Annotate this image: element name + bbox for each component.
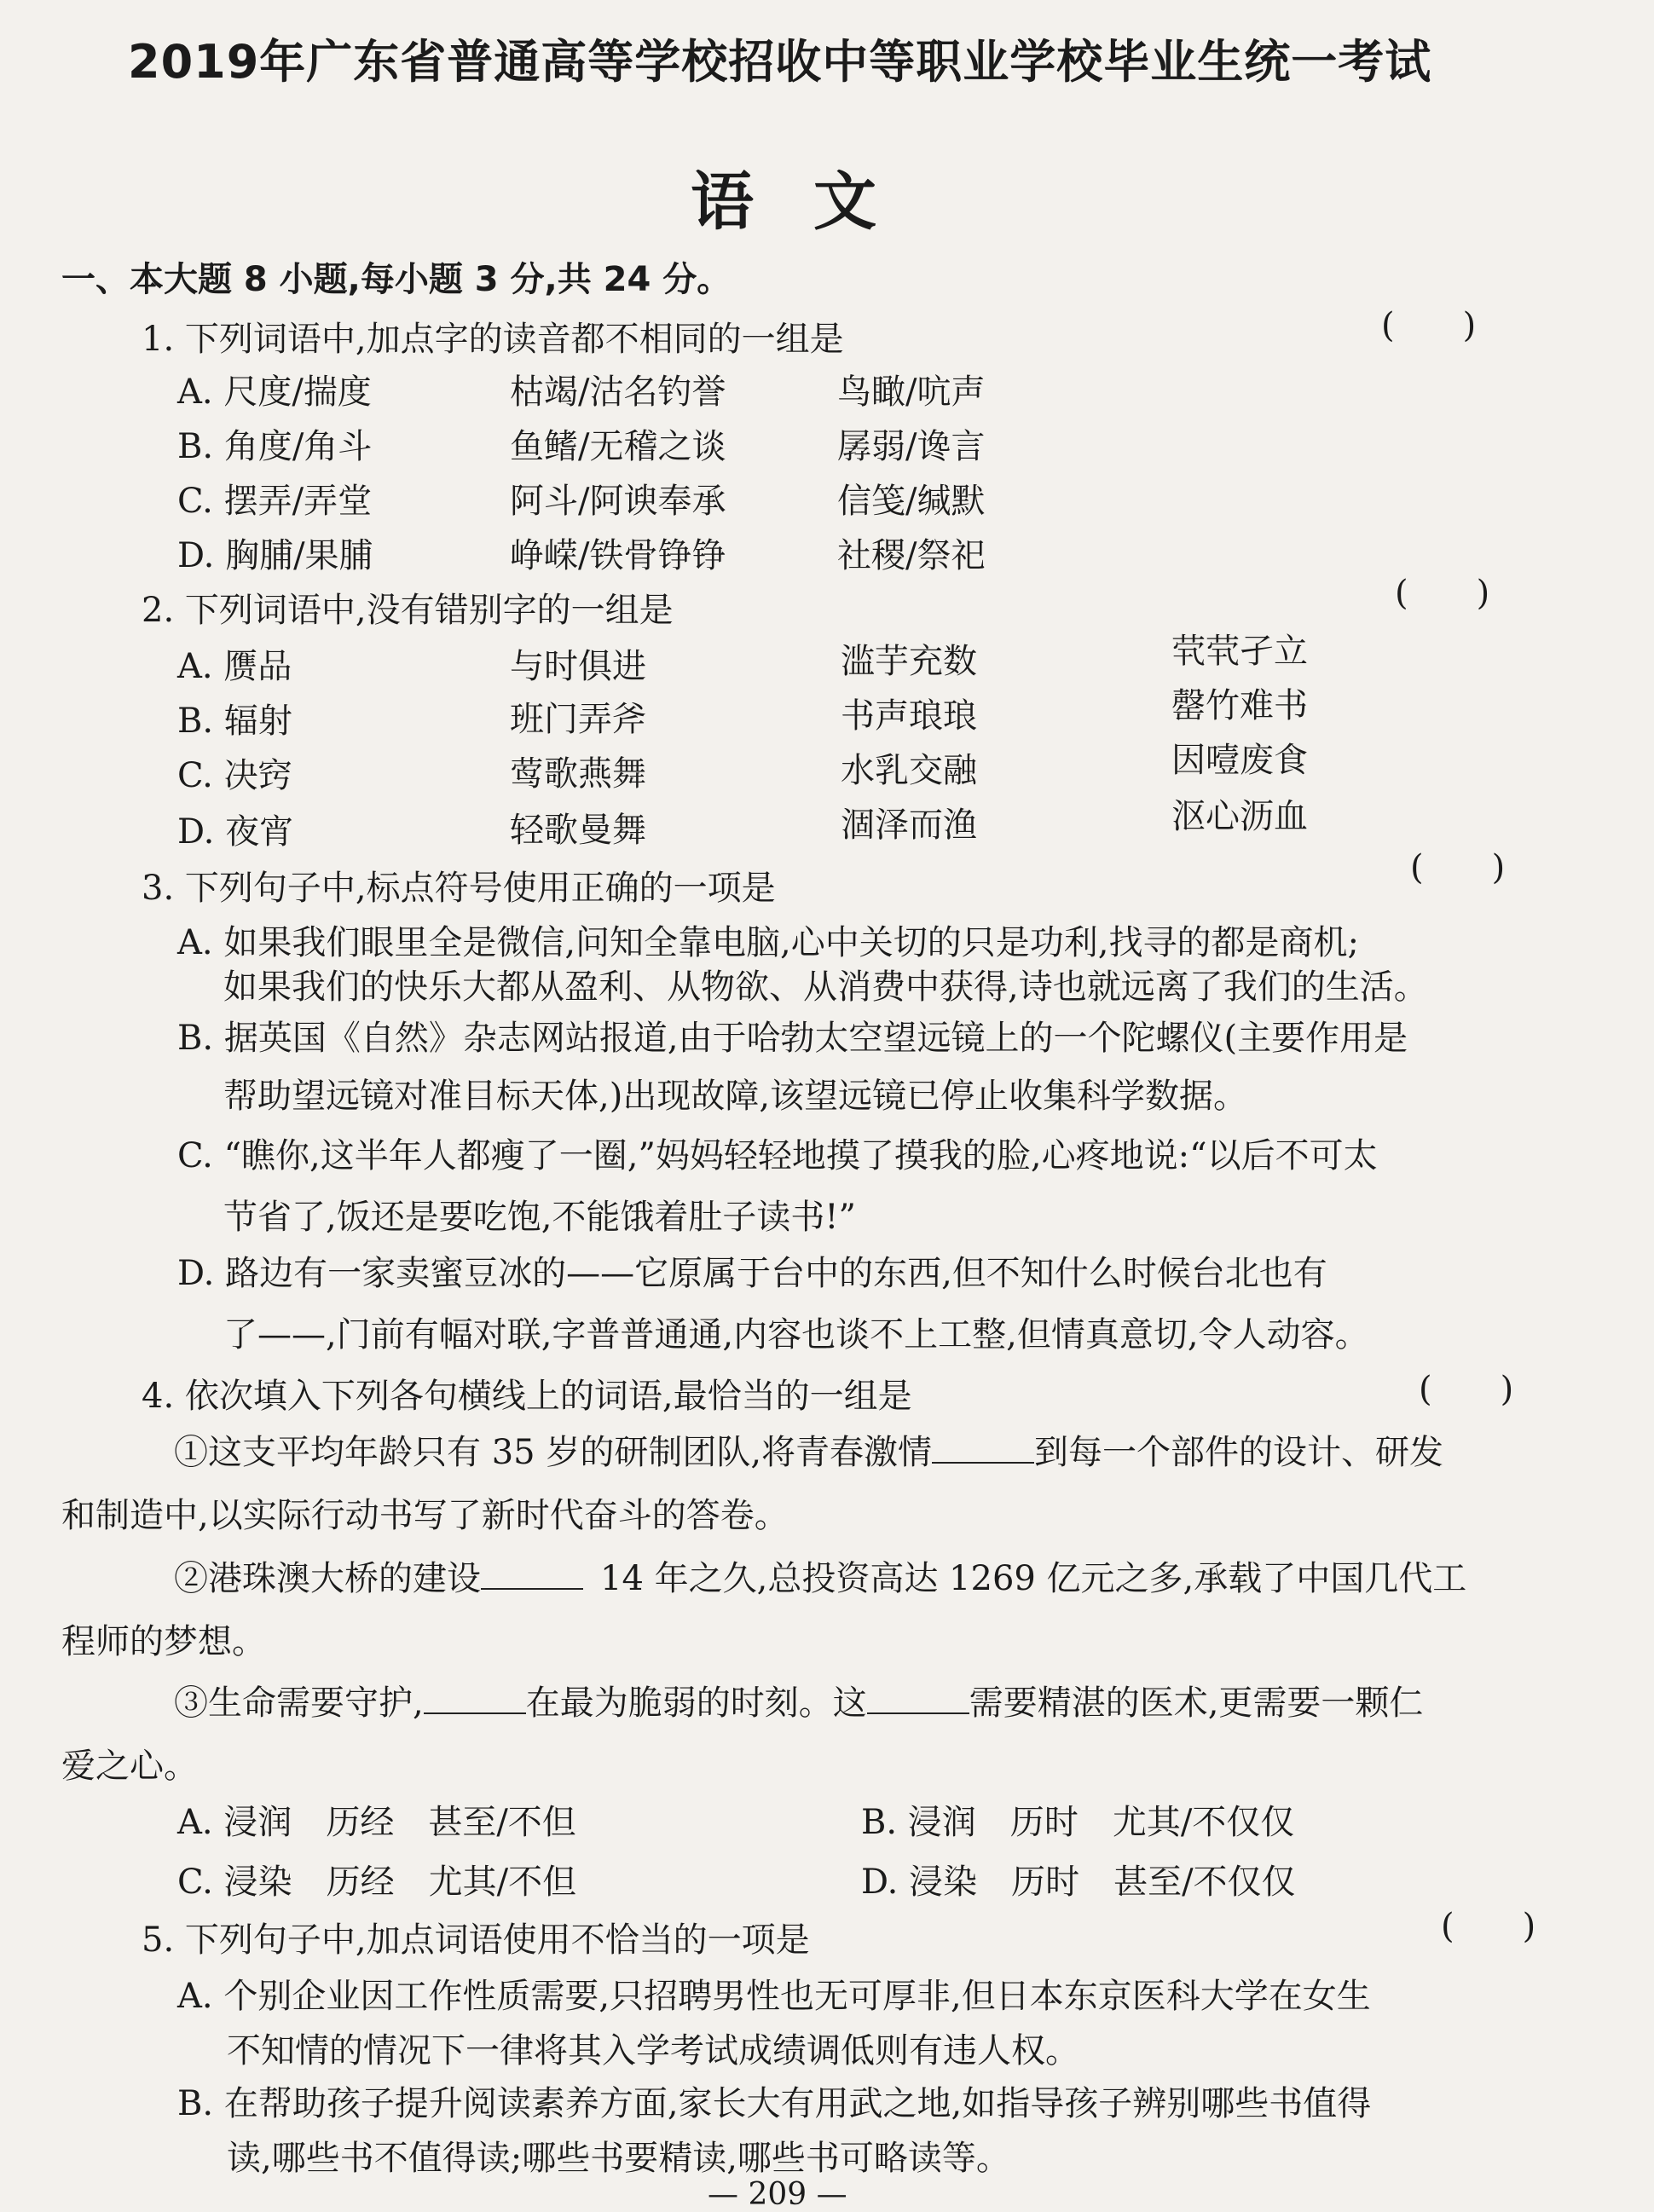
q4-sentence-1-part-a: ①这支平均年龄只有 35 岁的研制团队,将青春激情 <box>174 1433 933 1472</box>
q1-option-d-3: 社稷/祭祀 <box>837 536 986 575</box>
subject-title: 语文 <box>691 165 936 239</box>
question-5-answer-paren: ( ) <box>1441 1907 1536 1946</box>
q5-option-a-line-1: A. 个别企业因工作性质需要,只招聘男性也无可厚非,但日本东京医科大学在女生 <box>177 1977 1371 2016</box>
question-1-answer-paren: ( ) <box>1381 306 1477 345</box>
q2-option-c-1: C. 决窍 <box>177 756 292 795</box>
q5-option-a-line-2: 不知情的情况下一律将其入学考试成绩调低则有违人权。 <box>227 2031 1079 2071</box>
q4-sentence-2 <box>174 1551 1466 1600</box>
fill-blank-1 <box>932 1435 1034 1464</box>
q2-option-c-2: 莺歌燕舞 <box>510 754 646 794</box>
q4-sentence-3-part-a: ③生命需要守护, <box>174 1684 424 1723</box>
q2-option-d-3: 涸泽而渔 <box>841 806 977 845</box>
q2-option-a-3: 滥芋充数 <box>841 642 977 681</box>
question-2-answer-paren: ( ) <box>1395 574 1490 613</box>
page-number: — 209 — <box>708 2177 847 2212</box>
q3-option-d-line-1: D. 路边有一家卖蜜豆冰的——它原属于台中的东西,但不知什么时候台北也有 <box>177 1254 1327 1293</box>
q2-option-d-4: 沤心沥血 <box>1171 797 1308 836</box>
q4-option-c: C. 浸染 历经 尤其/不但 <box>177 1863 577 1902</box>
q2-option-b-3: 书声琅琅 <box>841 696 977 736</box>
exam-title: 2019年广东省普通高等学校招收中等职业学校毕业生统一考试 <box>128 35 1432 89</box>
q2-option-d-1: D. 夜宵 <box>177 812 294 852</box>
q1-option-b-3: 孱弱/谗言 <box>837 427 986 466</box>
q2-option-b-1: B. 辐射 <box>177 702 292 741</box>
q5-option-b-line-1: B. 在帮助孩子提升阅读素养方面,家长大有用武之地,如指导孩子辨别哪些书值得 <box>177 2084 1372 2123</box>
q2-option-a-2: 与时俱进 <box>510 647 646 686</box>
q4-sentence-2-part-b: 14 年之久,总投资高达 1269 亿元之多,承载了中国几代工 <box>600 1559 1467 1598</box>
q2-option-c-3: 水乳交融 <box>841 751 977 790</box>
question-3-stem: 3. 下列句子中,标点符号使用正确的一项是 <box>142 869 776 908</box>
question-4-answer-paren: ( ) <box>1419 1370 1514 1409</box>
q3-option-a-line-2: 如果我们的快乐大都从盈利、从物欲、从消费中获得,诗也就远离了我们的生活。 <box>223 967 1428 1007</box>
q4-sentence-1 <box>174 1425 1443 1474</box>
q3-option-d-line-2: 了——,门前有幅对联,字普普通通,内容也谈不上工整,但情真意切,令人动容。 <box>223 1315 1369 1354</box>
q1-option-b-1: B. 角度/角斗 <box>177 427 373 466</box>
q2-option-d-2: 轻歌曼舞 <box>510 811 646 850</box>
q4-sentence-2-continued: 程师的梦想。 <box>61 1622 266 1661</box>
q1-option-d-1: D. 胸脯/果脯 <box>177 536 373 575</box>
q2-option-c-4: 因噎废食 <box>1171 741 1308 780</box>
fill-blank-4 <box>867 1685 969 1714</box>
question-1-stem: 1. 下列词语中,加点字的读音都不相同的一组是 <box>142 320 844 359</box>
q2-option-a-4: 茕茕孑立 <box>1171 632 1308 671</box>
q3-option-a-line-1: A. 如果我们眼里全是微信,问知全靠电脑,心中关切的只是功利,找寻的都是商机; <box>177 923 1359 962</box>
q1-option-c-3: 信笺/缄默 <box>837 482 986 521</box>
question-3-answer-paren: ( ) <box>1410 848 1506 887</box>
q1-option-d-2: 峥嵘/铁骨铮铮 <box>510 536 726 575</box>
q5-option-b-line-2: 读,哪些书不值得读;哪些书要精读,哪些书可略读等。 <box>227 2139 1010 2178</box>
question-2-stem: 2. 下列词语中,没有错别字的一组是 <box>142 591 674 630</box>
q4-sentence-1-part-b: 到每一个部件的设计、研发 <box>1034 1433 1444 1472</box>
q1-option-a-2: 枯竭/沽名钓誉 <box>510 373 726 412</box>
fill-blank-3 <box>424 1685 526 1714</box>
q4-sentence-2-part-a: ②港珠澳大桥的建设 <box>174 1559 481 1598</box>
q1-option-b-2: 鱼鳍/无稽之谈 <box>510 427 726 466</box>
q1-option-c-2: 阿斗/阿谀奉承 <box>510 482 726 521</box>
fill-blank-2 <box>481 1561 583 1590</box>
q2-option-b-2: 班门弄斧 <box>510 700 646 739</box>
q2-option-a-1: A. 赝品 <box>177 647 292 686</box>
q3-option-c-line-2: 节省了,饭还是要吃饱,不能饿着肚子读书!” <box>223 1198 856 1237</box>
q3-option-c-line-1: C. “瞧你,这半年人都瘦了一圈,”妈妈轻轻地摸了摸我的脸,心疼地说:“以后不可太 <box>177 1136 1378 1175</box>
q1-option-a-3: 鸟瞰/吭声 <box>837 373 986 412</box>
q2-option-b-4: 罄竹难书 <box>1171 686 1308 725</box>
q4-option-a: A. 浸润 历经 甚至/不但 <box>177 1803 576 1842</box>
q4-option-d: D. 浸染 历时 甚至/不仅仅 <box>861 1863 1296 1902</box>
q4-sentence-3-continued: 爱之心。 <box>61 1747 198 1786</box>
q4-option-b: B. 浸润 历时 尤其/不仅仅 <box>861 1803 1295 1842</box>
question-4-stem: 4. 依次填入下列各句横线上的词语,最恰当的一组是 <box>142 1377 912 1416</box>
section-heading: 一、本大题 8 小题,每小题 3 分,共 24 分。 <box>61 260 732 299</box>
q3-option-b-line-2: 帮助望远镜对准目标天体,)出现故障,该望远镜已停止收集科学数据。 <box>223 1077 1248 1116</box>
q3-option-b-line-1: B. 据英国《自然》杂志网站报道,由于哈勃太空望远镜上的一个陀螺仪(主要作用是 <box>177 1019 1408 1058</box>
q1-option-a-1: A. 尺度/揣度 <box>177 373 372 412</box>
question-5-stem: 5. 下列句子中,加点词语使用不恰当的一项是 <box>142 1920 810 1960</box>
q1-option-c-1: C. 摆弄/弄堂 <box>177 482 373 521</box>
q4-sentence-3-part-c: 需要精湛的医术,更需要一颗仁 <box>969 1684 1424 1723</box>
q4-sentence-3-part-b: 在最为脆弱的时刻。这 <box>525 1684 867 1723</box>
q4-sentence-1-continued: 和制造中,以实际行动书写了新时代奋斗的答卷。 <box>61 1496 789 1535</box>
q4-sentence-3 <box>174 1676 1423 1724</box>
